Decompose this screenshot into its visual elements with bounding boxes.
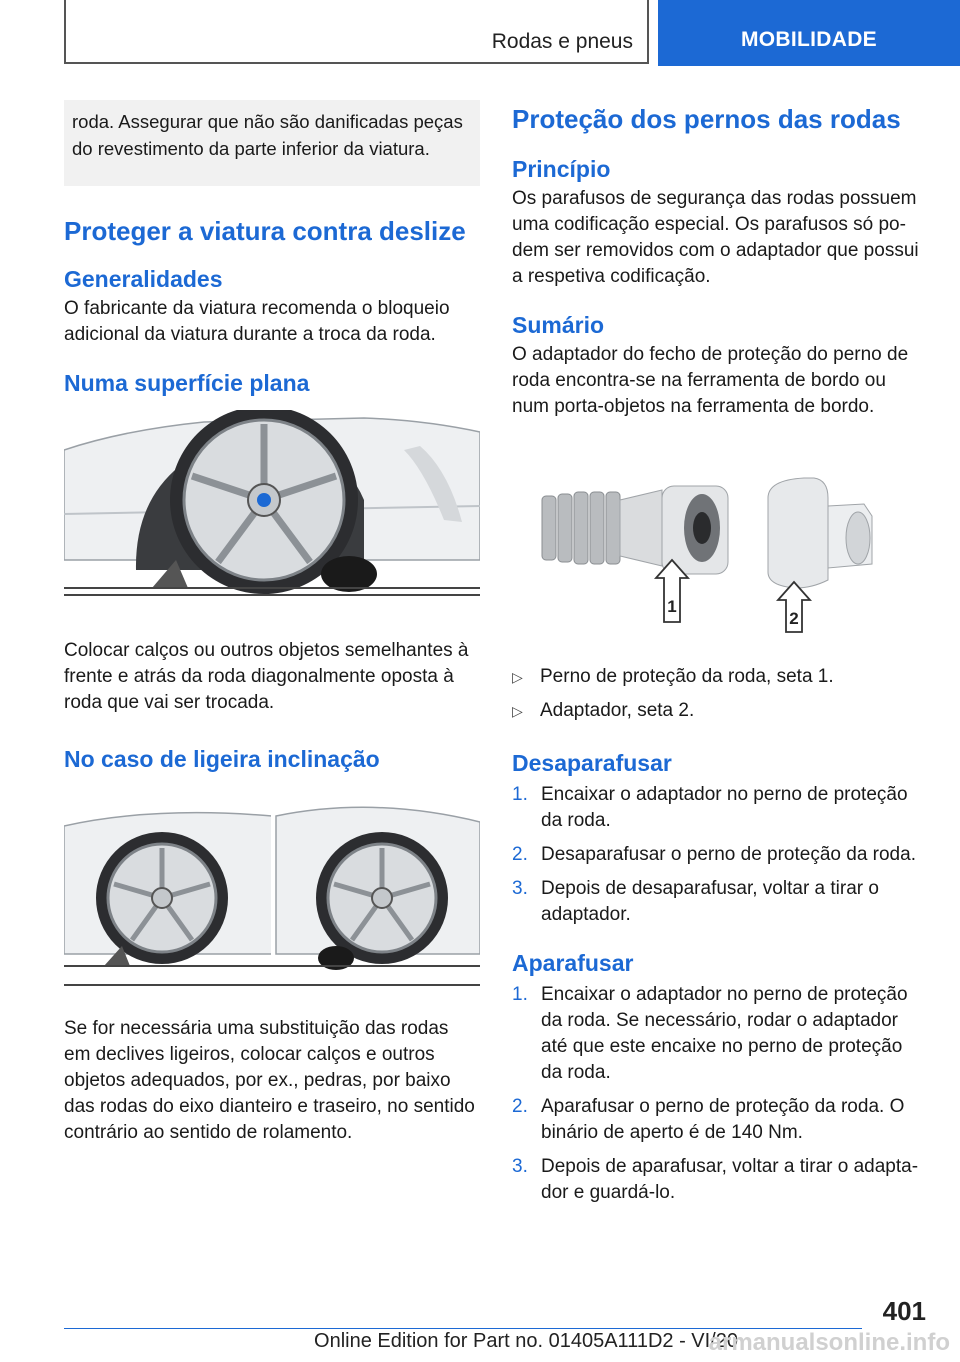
- figure-wheel-chocks-incline: [64, 786, 480, 986]
- paragraph-general: O fabricante da viatura recomenda o bloqueio adicional da viatura durante a troca da roda.: [64, 298, 450, 345]
- arrow-label-1: 1: [667, 597, 677, 616]
- list-item: 1. Encaixar o adaptador no perno de proteção da roda. Se necessário, rodar o adaptador até que este encaixe no perno de proteção da roda.: [512, 984, 908, 1083]
- heading-screw: Aparafusar: [512, 950, 634, 976]
- header-section-title: Rodas e pneus: [491, 30, 633, 53]
- list-item: 1. Encaixar o adaptador no perno de proteção da roda.: [512, 784, 908, 831]
- header-chapter-tab: MOBILIDADE: [658, 0, 960, 66]
- heading-slight-incline: No caso de ligeira inclinação: [64, 746, 380, 772]
- figure-lock-and-adapter: [512, 456, 928, 636]
- heading-unscrew: Desaparafusar: [512, 750, 672, 776]
- list-item: 2. Desaparafusar o perno de proteção da roda.: [512, 844, 916, 865]
- header-section-box: [64, 0, 649, 64]
- page-header: [0, 0, 960, 66]
- paragraph-summary: O adaptador do fecho de proteção do perno de roda encontra-se na ferramenta de bordo ou num porta-objetos na ferramenta de bordo.: [512, 344, 909, 417]
- list-item: ▷ Adaptador, seta 2.: [512, 698, 928, 724]
- heading-prevent-slipping: Proteger a viatura contra deslize: [64, 216, 466, 246]
- car-incline-chock-illustration: [64, 786, 480, 986]
- list-item: ▷ Perno de proteção da roda, seta 1.: [512, 664, 928, 690]
- list-item: 3. Depois de aparafusar, voltar a tirar o adaptador e guardá-lo.: [512, 1156, 919, 1203]
- watermark: armanualsonline.info: [708, 1329, 950, 1356]
- figure-wheel-chocks-flat: [64, 410, 480, 596]
- car-wheel-chock-illustration: [64, 410, 480, 596]
- footer-edition: Online Edition for Part no. 01405A111D2 - VI/20: [314, 1330, 738, 1352]
- continued-note: roda. Assegurar que não são danificadas peças do revestimento da parte inferior da viatura.: [64, 100, 480, 186]
- paragraph-slight-incline: Se for necessária uma substituição das rodas em declives ligeiros, colocar calços e outros objetos adequados, por ex., pedras, por baixo das rodas do eixo dianteiro e traseiro, no sentido contrário ao sentido de rolamento.: [64, 1018, 475, 1143]
- triangle-bullet-icon: ▷: [512, 703, 523, 719]
- arrow-label-2: 2: [789, 609, 799, 628]
- figure-legend-list: [512, 664, 928, 724]
- screw-steps: [512, 982, 928, 1206]
- heading-lug-bolt-lock: Proteção dos pernos das rodas: [512, 104, 901, 134]
- list-item: 3. Depois de desaparafusar, voltar a tirar o adaptador.: [512, 878, 879, 925]
- list-item: 2. Aparafusar o perno de proteção da roda. O binário de aperto é de 140 Nm.: [512, 1096, 905, 1143]
- unscrew-steps: [512, 782, 928, 928]
- triangle-bullet-icon: ▷: [512, 669, 523, 685]
- left-column: [64, 100, 480, 1146]
- page-number: 401: [882, 1296, 926, 1326]
- heading-flat-surface: Numa superfície plana: [64, 370, 310, 396]
- heading-principle: Princípio: [512, 156, 611, 182]
- right-column: [512, 100, 928, 1214]
- lug-bolt-adapter-illustration: [512, 456, 928, 636]
- heading-summary: Sumário: [512, 312, 605, 338]
- heading-general: Generalidades: [64, 266, 223, 292]
- paragraph-flat-surface: Colocar calços ou outros objetos semelhantes à frente e atrás da roda diagonalmente oposta à roda que vai ser trocada.: [64, 640, 469, 713]
- paragraph-principle: Os parafusos de segurança das rodas possuem uma codificação especial. Os parafusos só podem ser removidos com o adaptador que possui a respetiva codificação.: [512, 188, 919, 287]
